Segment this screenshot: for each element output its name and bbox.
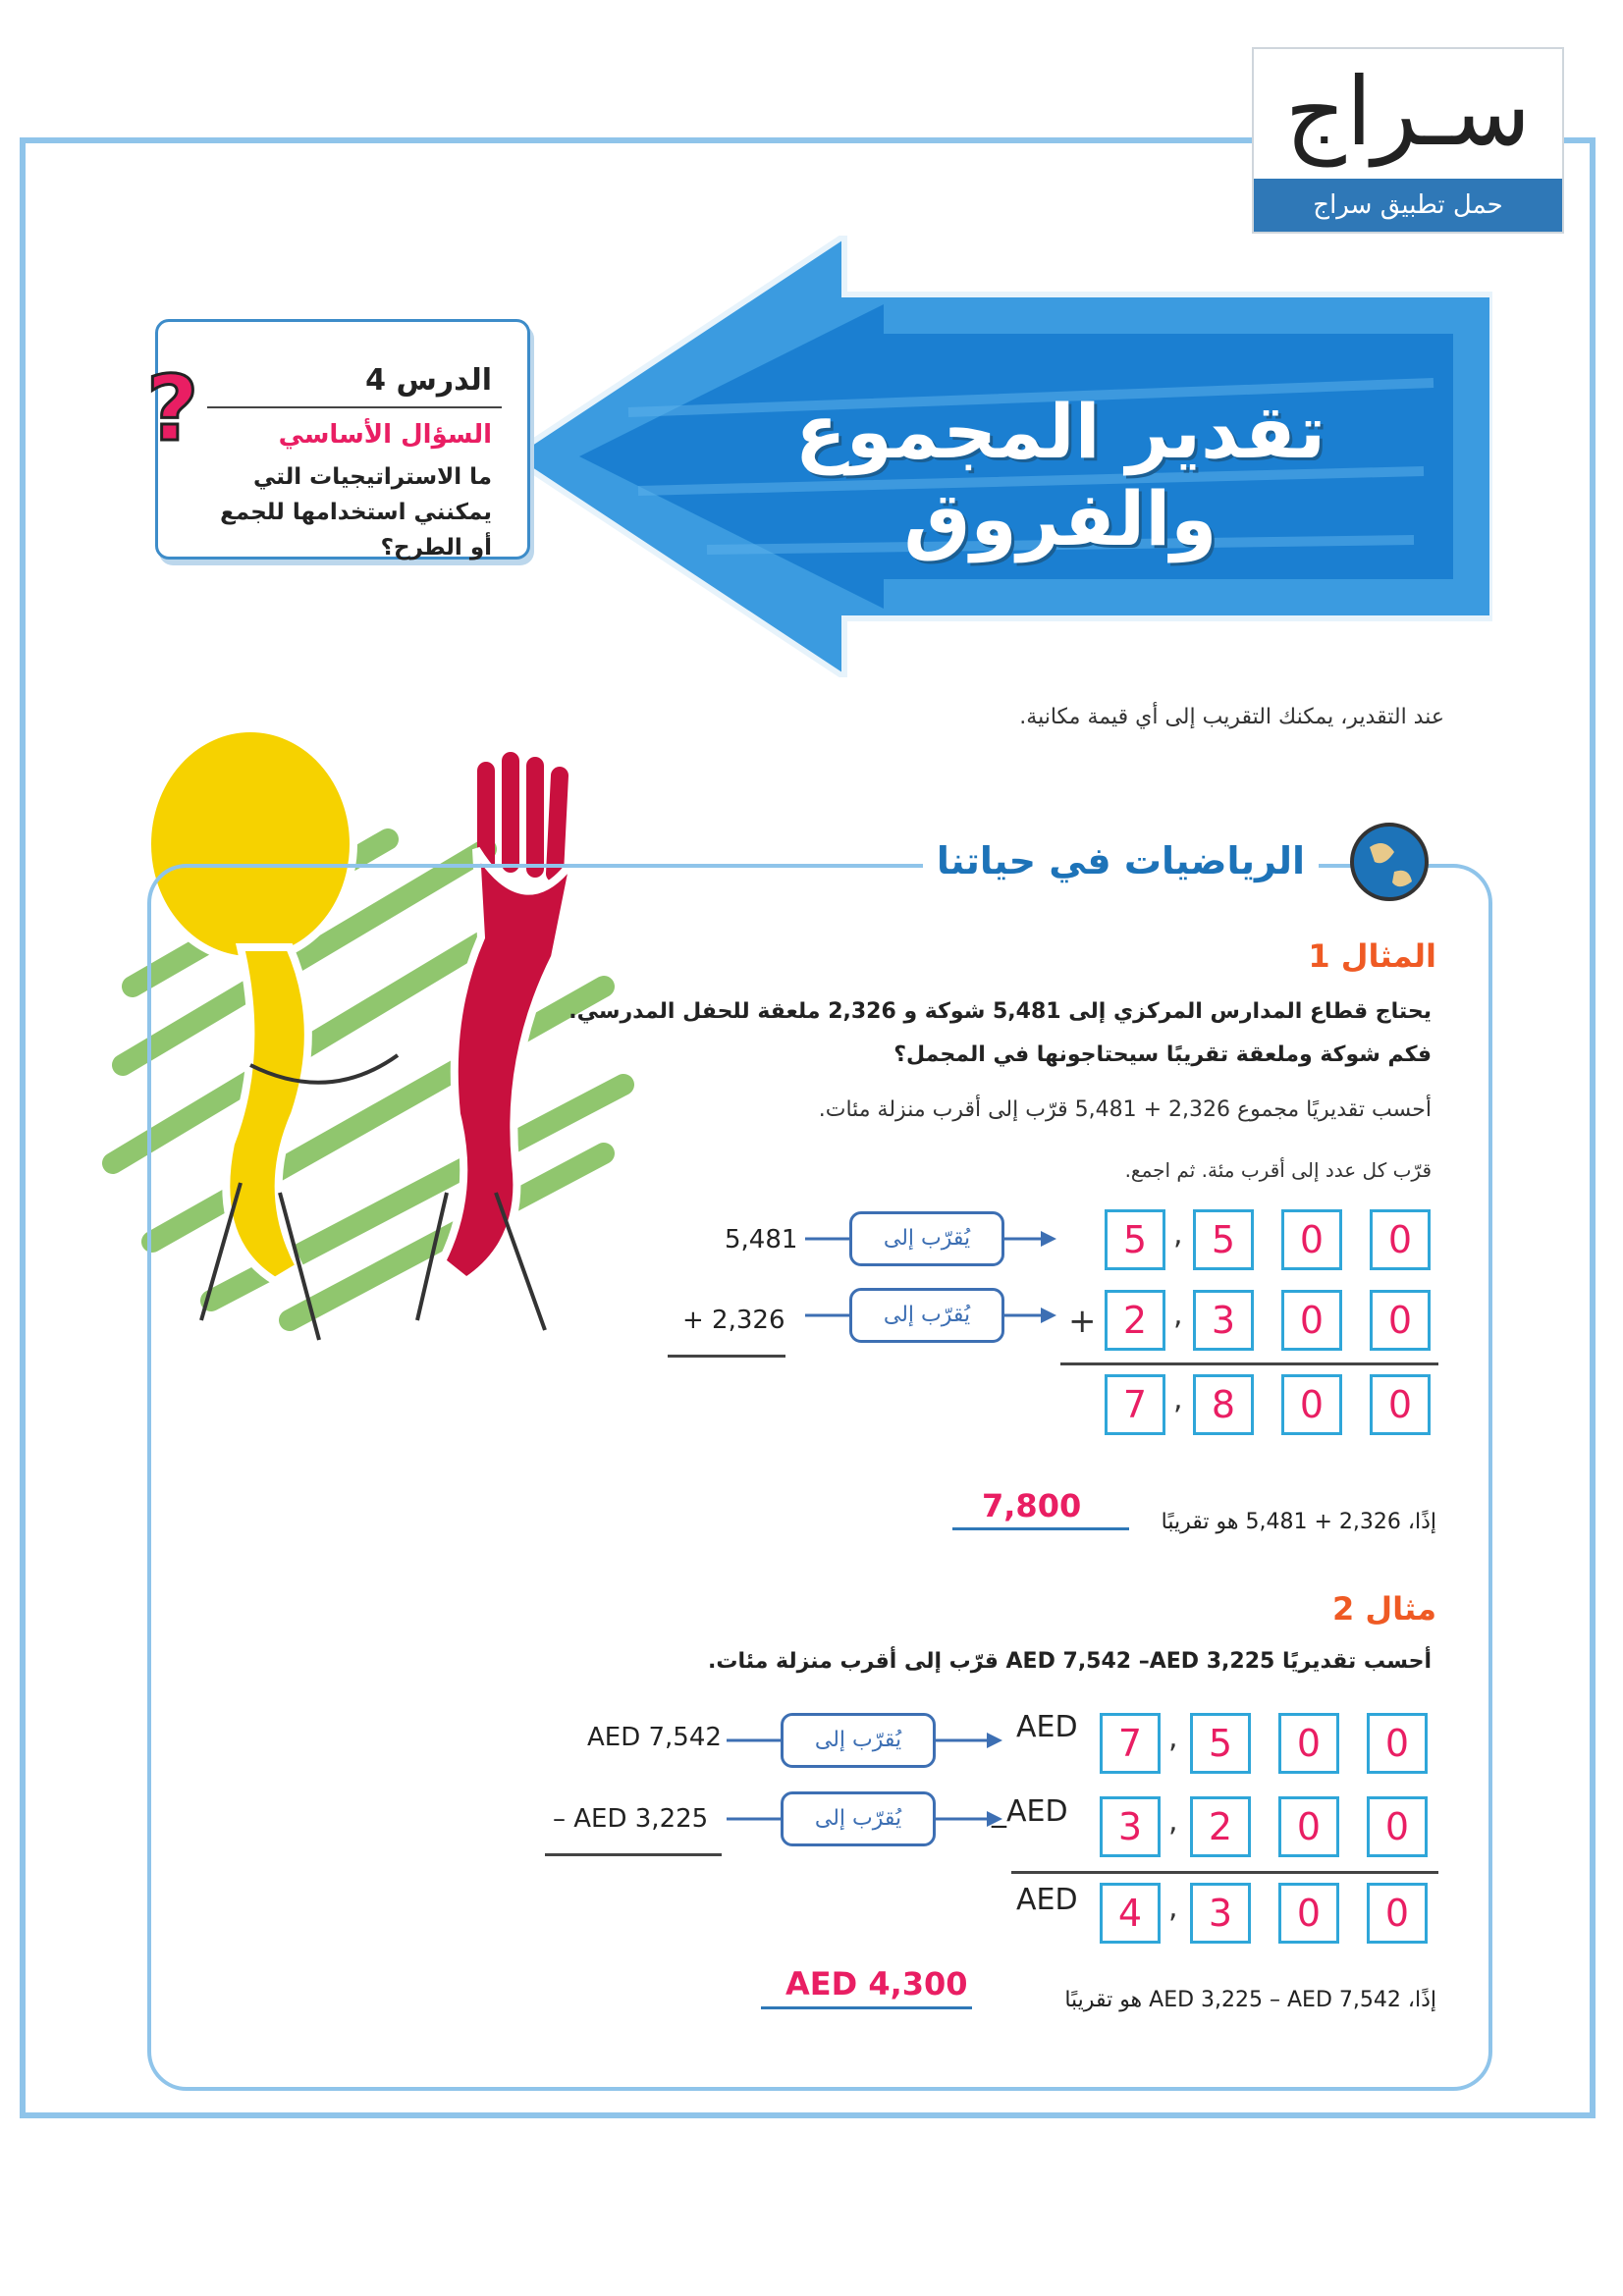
ex2-r1-digit: 0 (1278, 1713, 1339, 1774)
plus-sign: + (1068, 1302, 1097, 1341)
svg-text:?: ? (146, 359, 199, 457)
lesson-number: الدرس 4 (365, 363, 492, 398)
ex2-result-digit: 3 (1190, 1883, 1251, 1944)
comma: , (1168, 1721, 1178, 1755)
essential-question-text: ما الاستراتيجيات التي يمكنني استخدامها للجمع أو الطرح؟ (220, 464, 492, 561)
ex2-r2-digit: 3 (1100, 1796, 1161, 1857)
ex1-r1-digit: 5 (1105, 1209, 1165, 1270)
ex2-result-currency: AED (1016, 1883, 1078, 1917)
example-2-instruction: أحسب تقديريًا AED 7,542 –AED 3,225 قرّب إلى أقرب منزلة مئات. (708, 1649, 1432, 1674)
ex1-r2-digit: 2 (1105, 1290, 1165, 1351)
intro-text: عند التقدير، يمكنك التقريب إلى أي قيمة مكانية. (1019, 705, 1444, 729)
ex2-result-digit: 4 (1100, 1883, 1161, 1944)
ex2-answer-line (761, 2006, 972, 2009)
ex2-r1-digit: 5 (1190, 1713, 1251, 1774)
ex1-result-digit: 7 (1105, 1374, 1165, 1435)
ex2-row2-round-button[interactable]: يُقرّب إلى (781, 1791, 936, 1846)
example-1-problem-line-1: يحتاج قطاع المدارس المركزي إلى 5,481 شوكة و 2,326 ملعقة للحفل المدرسي. (568, 999, 1432, 1024)
ex2-original-rule (545, 1853, 722, 1856)
ex1-result-digit: 0 (1281, 1374, 1342, 1435)
ex2-result-digit: 0 (1367, 1883, 1428, 1944)
logo-word: سـراج (1284, 57, 1532, 167)
ex2-r2-digit: 0 (1278, 1796, 1339, 1857)
ex2-r2-digit: 0 (1367, 1796, 1428, 1857)
ex2-result-digit: 0 (1278, 1883, 1339, 1944)
comma: , (1173, 1217, 1183, 1252)
ex2-row1-original: AED 7,542 (587, 1723, 722, 1752)
example-1-problem-line-2: فكم شوكة وملعقة تقريبًا سيحتاجونها في المجمل؟ (893, 1042, 1432, 1067)
ex1-r1-digit: 0 (1370, 1209, 1431, 1270)
ex2-conclusion: إذًا، AED 3,225 – AED 7,542 هو تقريبًا (1064, 1988, 1436, 2012)
ex2-answer: AED 4,300 (785, 1965, 968, 2002)
ex1-row1-original: 5,481 (725, 1225, 798, 1255)
comma: , (1173, 1298, 1183, 1332)
ex1-original-rule (668, 1355, 785, 1358)
ex1-r1-digit: 0 (1281, 1209, 1342, 1270)
siraj-logo[interactable] (1252, 47, 1564, 234)
ex1-sum-rule (1060, 1362, 1438, 1365)
ex1-result-digit: 8 (1193, 1374, 1254, 1435)
example-1-instruction: أحسب تقديريًا مجموع 2,326 + 5,481 قرّب إلى أقرب منزلة مئات. (818, 1097, 1432, 1122)
ex2-r2-digit: 2 (1190, 1796, 1251, 1857)
example-2-heading: مثال 2 (1331, 1590, 1436, 1628)
example-1-heading: المثال 1 (1308, 937, 1436, 975)
ex1-answer-line (952, 1527, 1129, 1530)
ex2-row2-original: – AED 3,225 (553, 1804, 709, 1834)
ex1-r2-digit: 0 (1370, 1290, 1431, 1351)
ex1-r2-digit: 3 (1193, 1290, 1254, 1351)
logo-tagline: حمل تطبيق سراج (1254, 179, 1562, 232)
ex1-r1-digit: 5 (1193, 1209, 1254, 1270)
ex1-answer: 7,800 (982, 1487, 1082, 1524)
comma: , (1168, 1804, 1178, 1839)
ex1-row2-original: + 2,326 (682, 1306, 785, 1335)
card-divider (207, 406, 502, 408)
example-1-step: قرّب كل عدد إلى أقرب مئة. ثم اجمع. (1124, 1158, 1432, 1182)
essential-question-heading: السؤال الأساسي (278, 420, 492, 450)
ex1-result-digit: 0 (1370, 1374, 1431, 1435)
essential-question-card (146, 319, 530, 561)
ex1-r2-digit: 0 (1281, 1290, 1342, 1351)
ex1-row1-round-button[interactable]: يُقرّب إلى (849, 1211, 1004, 1266)
ex2-r1-currency: AED (1016, 1710, 1078, 1744)
section-title: الرياضيات في حياتنا (923, 839, 1319, 882)
ex2-row1-round-button[interactable]: يُقرّب إلى (781, 1713, 936, 1768)
ex2-diff-rule (1011, 1871, 1438, 1874)
question-mark-icon (136, 359, 221, 457)
ex1-row2-round-button[interactable]: يُقرّب إلى (849, 1288, 1004, 1343)
ex2-r1-digit: 0 (1367, 1713, 1428, 1774)
ex1-conclusion: إذًا، 2,326 + 5,481 هو تقريبًا (1161, 1510, 1436, 1534)
ex2-r1-digit: 7 (1100, 1713, 1161, 1774)
ex2-r2-currency: _AED (992, 1794, 1068, 1829)
comma: , (1168, 1891, 1178, 1925)
comma: , (1173, 1382, 1183, 1416)
lesson-title: تقدير المجموع والفروق (794, 388, 1326, 562)
globe-icon (1345, 818, 1434, 906)
